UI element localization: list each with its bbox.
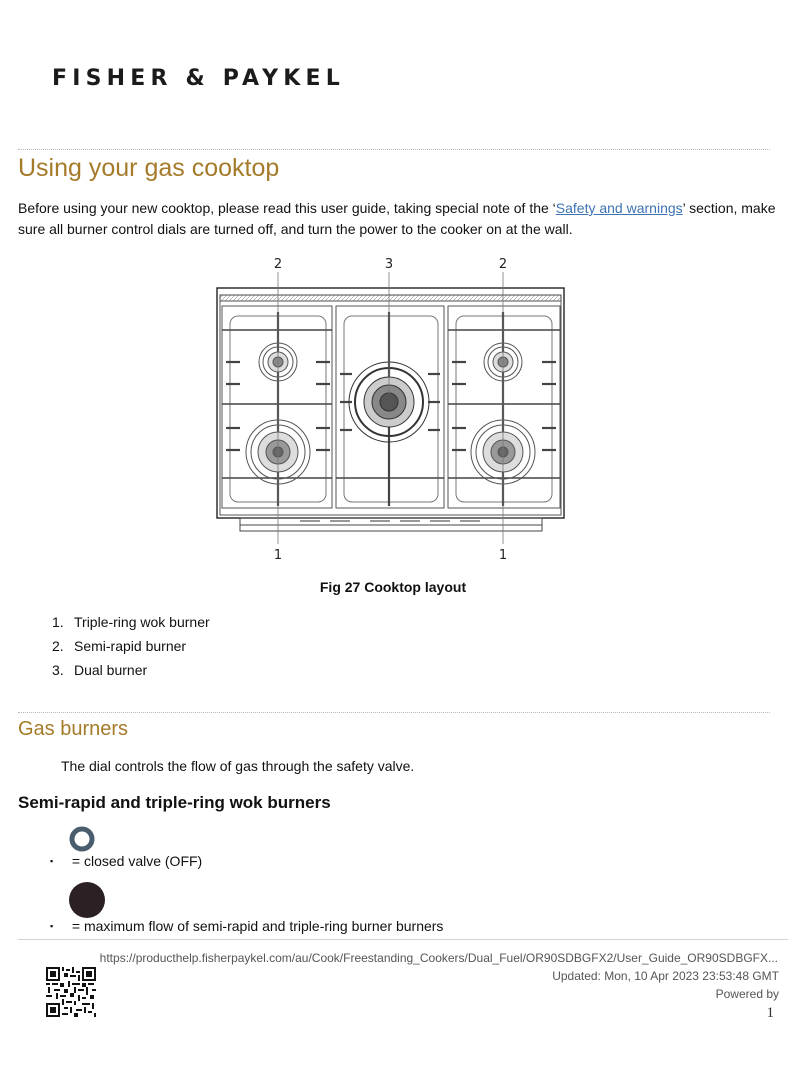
list-number: 3.: [52, 662, 64, 678]
section-divider: [18, 149, 770, 150]
list-text: Semi-rapid burner: [74, 638, 187, 654]
list-text: Triple-ring wok burner: [74, 614, 210, 630]
burner-legend-list: [52, 612, 210, 684]
page-title: Using your gas cooktop: [18, 154, 280, 182]
list-item: [52, 636, 210, 660]
bullet-text: = maximum flow of semi-rapid and triple-ring burner burners: [68, 918, 444, 934]
dial-description: The dial controls the flow of gas through the safety valve.: [61, 758, 415, 774]
intro-text-after: ’ section, make sure all burner control dials are turned off, and turn the power to the cooker on at the wall.: [18, 200, 776, 237]
bullet-item: [50, 853, 202, 869]
callout-label: 1: [498, 548, 508, 563]
bullet-marker: ▪: [50, 856, 54, 866]
callout-label: 2: [273, 257, 283, 272]
bullet-item: [50, 918, 443, 934]
intro-text: Before using your new cooktop, please read this user guide, taking special note of the ‘: [18, 200, 556, 216]
section-divider: [18, 712, 770, 713]
section-heading: Gas burners: [18, 718, 129, 740]
qr-code-icon: [46, 967, 96, 1017]
callout-label: 1: [273, 548, 283, 563]
list-item: [52, 612, 210, 636]
list-text: Dual burner: [74, 662, 148, 678]
source-url[interactable]: https://producthelp.fisherpaykel.com/au/Cook/Freestanding_Cookers/Dual_Fuel/OR90SDBGFX2/User_Guide_OR90SDBGFX...: [99, 951, 778, 965]
footer-divider: [18, 939, 788, 940]
subsection-heading: Semi-rapid and triple-ring wok burners: [18, 793, 331, 812]
list-number: 2.: [52, 638, 64, 654]
brand-logo: FISHER & PAYKEL: [52, 66, 345, 91]
figure-caption: Fig 27 Cooktop layout: [319, 579, 467, 595]
ring-icon: [68, 825, 96, 853]
list-number: 1.: [52, 614, 64, 630]
safety-warnings-link[interactable]: Safety and warnings: [555, 200, 683, 216]
intro-paragraph: [18, 198, 778, 240]
bullet-text: = closed valve (OFF): [68, 853, 203, 869]
powered-by-label: Powered by: [715, 987, 779, 1001]
callout-label: 3: [384, 257, 394, 272]
filled-circle-icon: [68, 881, 106, 919]
page-number: 1: [766, 1005, 774, 1021]
updated-timestamp: Updated: Mon, 10 Apr 2023 23:53:48 GMT: [552, 969, 779, 983]
callout-label: 2: [498, 257, 508, 272]
bullet-marker: ▪: [50, 921, 54, 931]
list-item: [52, 660, 210, 684]
cooktop-diagram: [200, 254, 580, 564]
